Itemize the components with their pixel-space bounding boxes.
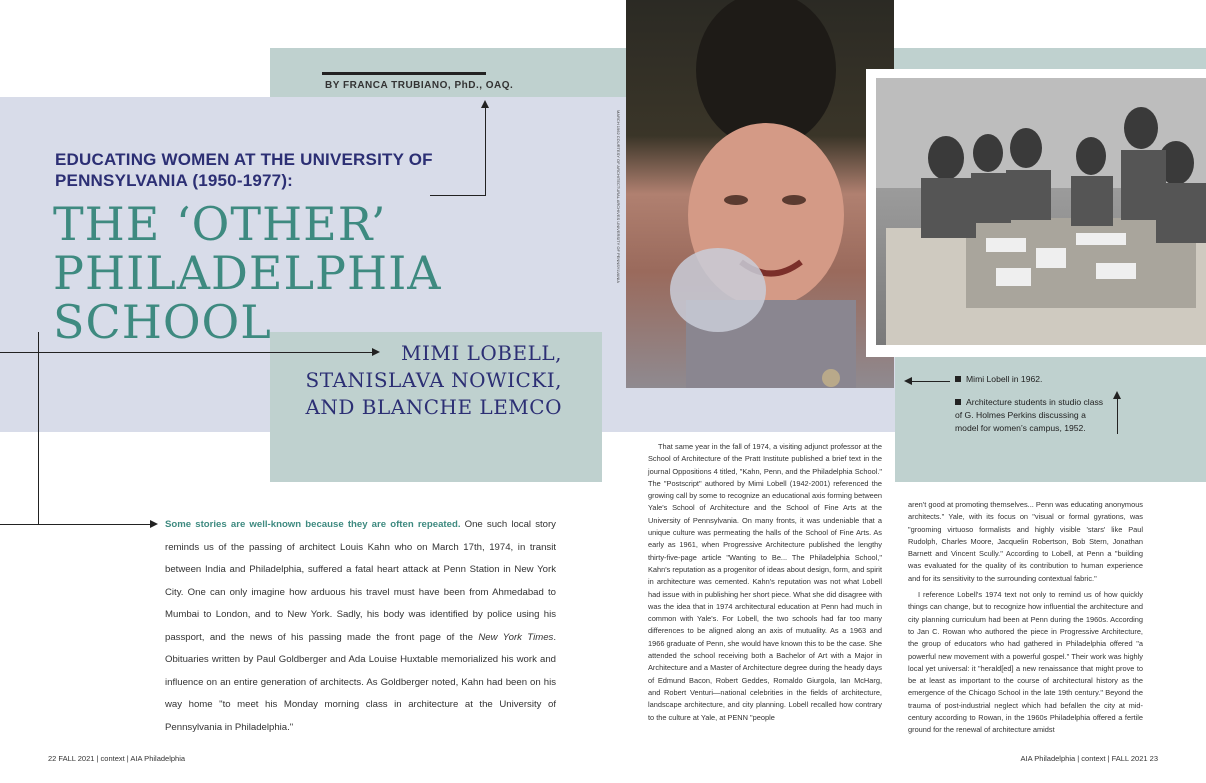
connector-line-v bbox=[38, 332, 39, 524]
footer-left: 22 FALL 2021 | context | AIA Philadelphia bbox=[48, 754, 186, 763]
connector-line-lead bbox=[0, 524, 152, 525]
caption-arrow-up-icon bbox=[1113, 391, 1121, 399]
arrow-up-icon bbox=[481, 100, 489, 108]
column-2-para-1: aren't good at promoting themselves... Penn was educating anonymous architects." Yale, with its focus on "visual or formal gyrations, was "grooming virtuoso formalists and highly visible 'stars' like Paul Rudolph, Charles Moore, Jacquelin Robertson, Bob Stern, Jonathan Barnett and Vincent Scully." According to Lobell, at Penn a "building was evaluated for the quality of its contribution to human experience and for its sensitivity to the surrounding contextual fabric." bbox=[908, 500, 1143, 583]
studio-illustration bbox=[876, 78, 1206, 345]
captions bbox=[955, 373, 1105, 435]
studio-class-photo bbox=[876, 78, 1206, 345]
name-line-1: MIMI LOBELL, bbox=[400, 341, 562, 365]
column-2 bbox=[908, 499, 1143, 737]
caption-1: Mimi Lobell in 1962. bbox=[955, 373, 1105, 386]
lead-italic: New York Times bbox=[478, 631, 554, 643]
name-line-2: STANISLAVA NOWICKI, bbox=[305, 368, 562, 392]
arrow-right-lead-icon bbox=[150, 520, 158, 528]
page-title bbox=[53, 197, 442, 349]
lead-body: One such local story reminds us of the passing of architect Louis Kahn who on March 17th, 1974, in transit between India and Philadelphia, suffered a fatal heart attack at Penn Station in New York City. One can only imagine how arduous his travel must have been from Ahmedabad to Mumbai to London, and to New York. Sadly, his body was identified by police using his passport, and the news of his passing made the front page of the bbox=[165, 519, 556, 643]
caption-arrow-left-icon bbox=[904, 377, 912, 385]
photo-credit: MARCH 1962 COURTESY OF ARCHITECTURAL ARCHIVES UNIVERSITY OF PENNSYLVANIA bbox=[616, 110, 621, 284]
portrait-illustration bbox=[626, 0, 894, 388]
column-1: That same year in the fall of 1974, a visiting adjunct professor at the School of Architecture of the Pratt Institute published a brief text in the journal Oppositions 4 titled, "Kahn, Penn, and the Philadelphia School." The "Postscript" authored by Mimi Lobell (1942-2001) referenced the growing call by some to recognize an educational axis forming between Yale's School of Architecture and the School of Fine Arts at the University of Pennsylvania. On many fronts, it was undeniable that a unique culture was permeating the halls of the School of Fine Arts. As early as 1961, when Progressive Architecture published the lengthy thirty-five-page article "Wanting to Be... The Philadelphia School," Kahn's reputation as a progenitor of ideas about design, form, and spirit in architecture was cemented. Kahn's reputation was not what Lobell had issue with in publishing her short piece. What she did disagree with was the idea that in 1974 architectural education at Penn had much in common with Yale's. For Lobell, the two schools had far too many differences to be aligned along an axis of mutuality. As a 1963 and 1966 graduate of Penn, she would have known this to be the case. She attended the school receiving both a Bachelor of Art with a Major in Architecture and a Master of Architecture degree during the heady days of Edmund Bacon, Robert Geddes, Romaldo Giurgola, Ian McHarg, and Robert Venturi—national celebrities in the fields of architecture, landscape architecture, and city planning. Lobell recalled how contrary to the culture at Yale, at PENN "people bbox=[648, 442, 882, 722]
arrow-line-h bbox=[430, 195, 486, 196]
caption-2: Architecture students in studio class of G. Holmes Perkins discussing a model for women’s campus, 1952. bbox=[955, 397, 1104, 433]
kicker bbox=[55, 149, 445, 191]
name-line-3: AND BLANCHE LEMCO bbox=[305, 395, 562, 419]
arrow-line-v bbox=[485, 108, 486, 195]
bullet-square bbox=[955, 376, 961, 382]
caption-line-h bbox=[910, 381, 950, 382]
caption-line-v bbox=[1117, 398, 1118, 434]
title-line-1: THE ‘OTHER’ bbox=[53, 197, 387, 251]
subject-names bbox=[270, 340, 562, 421]
title-line-2: PHILADELPHIA bbox=[53, 246, 442, 300]
footer-right: AIA Philadelphia | context | FALL 2021 23 bbox=[1020, 754, 1158, 763]
title-line-3: SCHOOL bbox=[53, 295, 272, 349]
portrait-photo-mimi-lobell bbox=[626, 0, 894, 388]
byline-rule bbox=[322, 72, 486, 75]
bullet-square bbox=[955, 399, 961, 405]
lead-paragraph bbox=[165, 514, 556, 739]
lead-bold: Some stories are well-known because they are often repeated. bbox=[165, 519, 461, 530]
lead-tail: . Obituaries written by Paul Goldberger and Ada Louise Huxtable memorialized his work and influence on an entire generation of architects. As Goldberger noted, Kahn had been on his way home "to meet his Monday morning class in architecture at the University of Pennsylvania in Philadelphia." bbox=[165, 631, 557, 733]
column-2-para-2: I reference Lobell's 1974 text not only to remind us of how quickly things can change, but to recognize how influential the architecture and city planning curriculum had been at Penn during the 1960s. According to Jan C. Rowan who authored the piece in Progressive Architecture, the group of educators who had gathered in Philadelphia offered "a powerful new movement with a powerful gospel." Their work was highly local yet universal: it "herald[ed] a new renaissance that might prove to be at least as important to the course of architectural history as the emergence of the Chicago School in the late 19th century." Beyond the trauma of post-industrial neglect which had befallen the city at mid-century according to Rowan, in the 1960s Philadelphia offered a fertile ground for the renewal of architecture amidst bbox=[908, 590, 1143, 735]
kicker-text: EDUCATING WOMEN AT THE UNIVERSITY OF PENNSYLVANIA (1950-1977): bbox=[55, 150, 433, 190]
byline: BY FRANCA TRUBIANO, PhD., OAQ. bbox=[325, 80, 514, 91]
